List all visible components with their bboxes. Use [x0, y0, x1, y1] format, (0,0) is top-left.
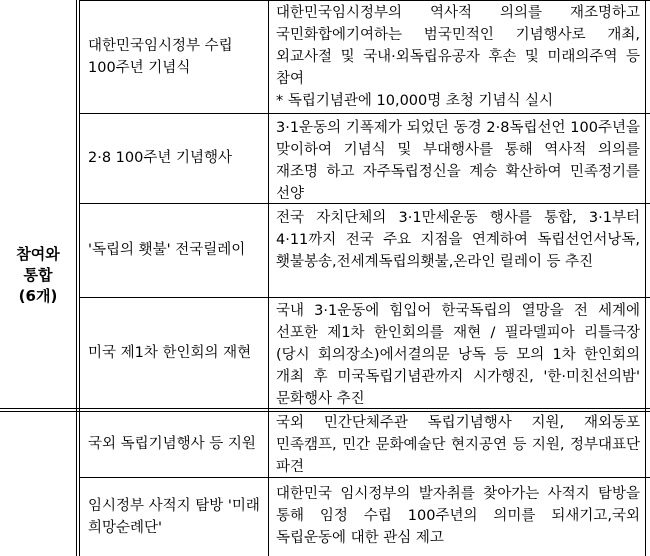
event-name: 임시정부 사적지 탐방 '미래희망순례단'	[88, 497, 260, 536]
category-label-2: 통합	[23, 266, 53, 284]
description-text: 3·1운동의 기폭제가 되었던 동경 2·8독립선언 100주년을 맞이하여 기념식 및 부대행사를 통해 역사적 의의를 재조명 하고 자주독립정신을 계승 확산하여 민족정기를 선양	[276, 120, 640, 202]
description-note: * 독립기념관에 10,000명 초청 기념식 실시	[276, 93, 554, 109]
description-text: 국내 3·1운동에 힘입어 한국독립의 열망을 전 세계에 선포한 제1차 한인회의를 재현 / 필라델피아 리틀극장 (당시 회의장소)에서결의문 낭독 등 모의 1차 한인회의 개최 후 미국독립기념관까지 시가행진, '한·미친선의밤' 문화행사 추진	[276, 303, 640, 407]
event-name: 국외 독립기념행사 등 지원	[88, 436, 256, 452]
event-name: 미국 제1차 한인회의 재현	[88, 344, 252, 361]
event-description	[276, 412, 640, 478]
event-name: 2·8 100주년 기념행사	[88, 150, 232, 166]
category-cell	[0, 244, 76, 307]
category-divider	[76, 0, 80, 556]
event-description	[276, 300, 640, 410]
event-name: '독립의 횃불' 전국릴레이	[88, 242, 246, 258]
category-label: 참여와	[16, 245, 60, 263]
event-description	[276, 207, 640, 273]
column-divider	[268, 0, 269, 556]
category-count: (6개)	[18, 287, 58, 305]
table-right-edge	[645, 0, 646, 556]
description-text: 대한민국 임시정부의 발자취를 찾아가는 사적지 탐방을 통해 임정 수립 100주년의 의미를 되새기고,국외 독립운동에 대한 관심 제고	[276, 486, 640, 546]
description-text: 전국 자치단체의 3·1만세운동 행사를 통합, 3·1부터 4·11까지 전국 주요 지점을 연계하여 독립선언서낭독,횃불봉송,전세계독립의횃불,온라인 릴레이 등 추진	[276, 210, 640, 270]
event-description	[276, 117, 640, 205]
description-text: 대한민국임시정부의 역사적 의의를 재조명하고 국민화합에기여하는 범국민적인 기념행사로 개최, 외교사절 및 국내·외독립유공자 후손 및 미래의주역 등 참여	[276, 5, 640, 87]
description-text: 국외 민간단체주관 독립기념행사 지원, 재외동포 민족캠프, 민간 문화예술단 현지공연 등 지원, 정부대표단 파견	[276, 415, 640, 475]
event-description	[276, 483, 640, 549]
event-description	[276, 2, 640, 112]
event-name: 대한민국임시정부 수립 100주년 기념식	[88, 37, 233, 76]
